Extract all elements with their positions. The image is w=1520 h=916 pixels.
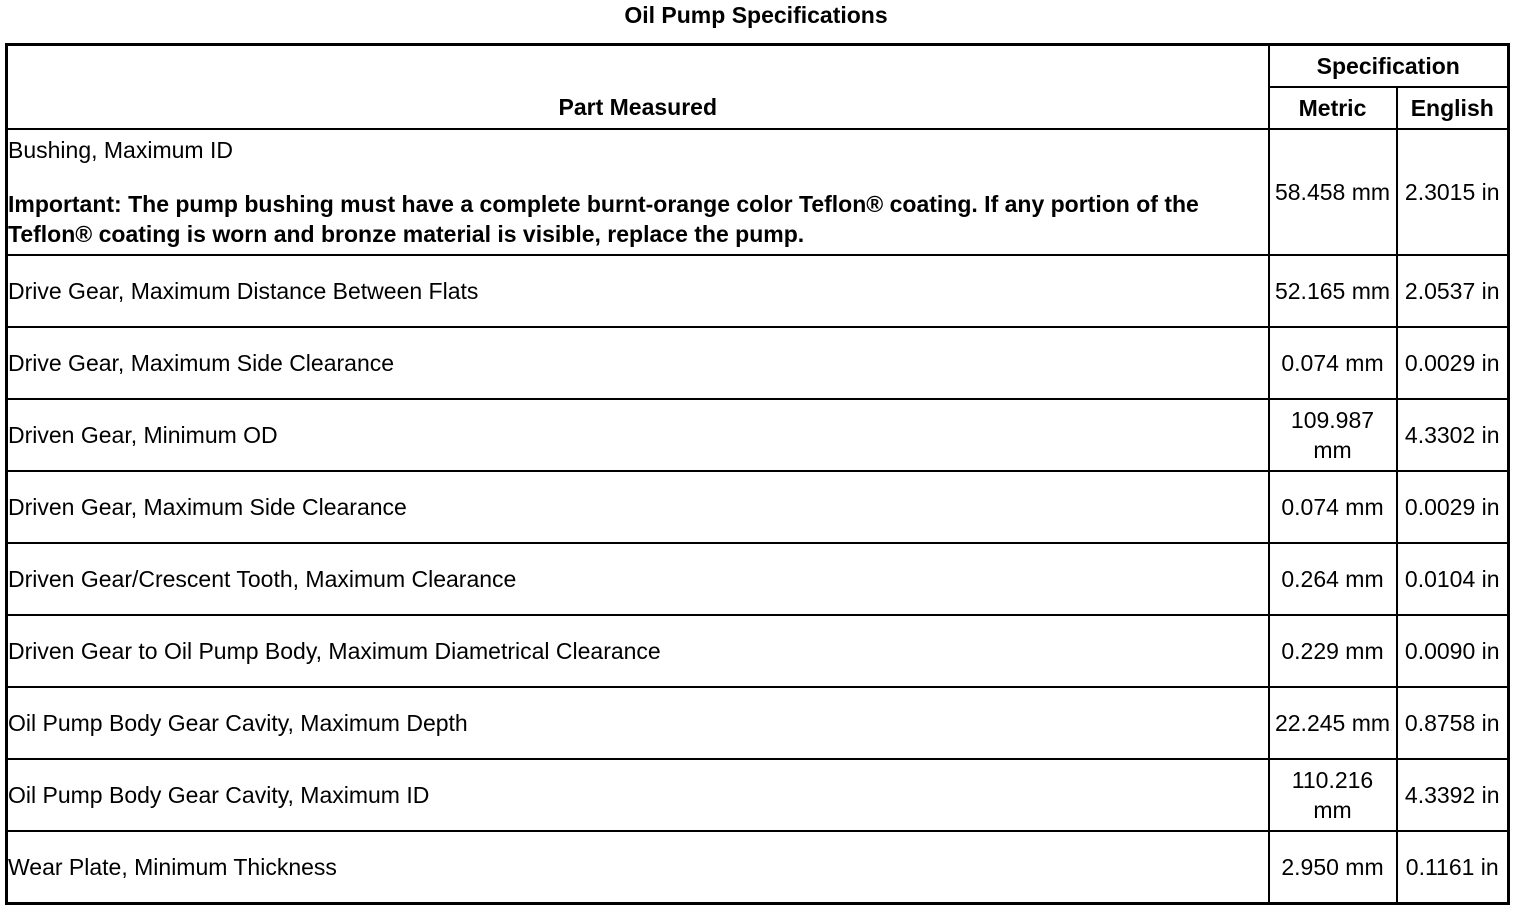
metric-cell bbox=[1269, 687, 1397, 759]
part-label: Driven Gear, Maximum Side Clearance bbox=[8, 494, 407, 520]
metric-value: 52.165 mm bbox=[1274, 278, 1391, 304]
part-cell bbox=[7, 255, 1269, 327]
table-row bbox=[7, 129, 1509, 255]
part-cell bbox=[7, 327, 1269, 399]
english-value: 4.3302 in bbox=[1404, 422, 1500, 448]
header-metric bbox=[1269, 87, 1397, 129]
english-value: 0.8758 in bbox=[1404, 710, 1500, 736]
metric-cell bbox=[1269, 831, 1397, 903]
english-cell bbox=[1397, 759, 1509, 831]
metric-cell bbox=[1269, 759, 1397, 831]
part-cell bbox=[7, 831, 1269, 903]
metric-cell bbox=[1269, 129, 1397, 255]
part-label: Drive Gear, Maximum Side Clearance bbox=[8, 350, 395, 376]
metric-value: 2.950 mm bbox=[1281, 853, 1384, 880]
english-value: 0.0029 in bbox=[1404, 494, 1500, 520]
page-title: Oil Pump Specifications bbox=[624, 2, 888, 28]
part-cell bbox=[7, 129, 1269, 255]
table-row bbox=[7, 255, 1509, 327]
metric-value: 109.987 mm bbox=[1290, 407, 1375, 463]
metric-value: 22.245 mm bbox=[1274, 710, 1391, 736]
english-value: 0.0029 in bbox=[1404, 350, 1500, 376]
metric-value: 0.229 mm bbox=[1281, 638, 1384, 664]
table-row bbox=[7, 759, 1509, 831]
table-row bbox=[7, 471, 1509, 543]
part-cell bbox=[7, 615, 1269, 687]
part-label: Oil Pump Body Gear Cavity, Maximum ID bbox=[8, 782, 430, 808]
english-value: 0.0104 in bbox=[1404, 566, 1500, 592]
part-label: Drive Gear, Maximum Distance Between Flats bbox=[8, 278, 479, 304]
part-cell bbox=[7, 399, 1269, 471]
part-label: Driven Gear, Minimum OD bbox=[8, 422, 278, 448]
metric-cell bbox=[1269, 327, 1397, 399]
english-value: 0.1161 in bbox=[1405, 853, 1499, 880]
part-label: Oil Pump Body Gear Cavity, Maximum Depth bbox=[8, 710, 468, 736]
english-value: 4.3392 in bbox=[1404, 782, 1500, 808]
metric-value: 0.264 mm bbox=[1281, 566, 1384, 592]
part-cell bbox=[7, 471, 1269, 543]
table-row bbox=[7, 831, 1509, 903]
header-part-measured-label: Part Measured bbox=[558, 94, 717, 120]
metric-value: 0.074 mm bbox=[1281, 494, 1384, 520]
metric-cell bbox=[1269, 399, 1397, 471]
part-cell bbox=[7, 759, 1269, 831]
english-cell bbox=[1397, 831, 1509, 903]
english-cell bbox=[1397, 255, 1509, 327]
part-label: Wear Plate, Minimum Thickness bbox=[8, 853, 337, 880]
english-cell bbox=[1397, 471, 1509, 543]
english-cell bbox=[1397, 687, 1509, 759]
table-row bbox=[7, 327, 1509, 399]
important-note: Important: The pump bushing must have a complete burnt-orange color Teflon® coating. If any portion of the Teflon® coating is worn and bronze material is visible, replace the pump. bbox=[8, 191, 1199, 247]
table-row bbox=[7, 615, 1509, 687]
header-english-label: English bbox=[1410, 95, 1494, 121]
header-english bbox=[1397, 87, 1509, 129]
metric-value: 0.074 mm bbox=[1281, 350, 1384, 376]
metric-cell bbox=[1269, 255, 1397, 327]
metric-cell bbox=[1269, 543, 1397, 615]
part-cell bbox=[7, 543, 1269, 615]
header-metric-label: Metric bbox=[1298, 95, 1367, 121]
metric-value: 58.458 mm bbox=[1274, 179, 1391, 205]
table-row bbox=[7, 687, 1509, 759]
header-specification-label: Specification bbox=[1316, 53, 1460, 79]
english-cell bbox=[1397, 543, 1509, 615]
table-row bbox=[7, 543, 1509, 615]
part-label: Driven Gear/Crescent Tooth, Maximum Clearance bbox=[8, 566, 517, 592]
english-cell bbox=[1397, 399, 1509, 471]
english-value: 2.0537 in bbox=[1404, 278, 1500, 304]
metric-value: 110.216 mm bbox=[1291, 767, 1374, 823]
english-cell bbox=[1397, 615, 1509, 687]
table-row bbox=[7, 399, 1509, 471]
english-value: 0.0090 in bbox=[1404, 638, 1500, 664]
header-specification bbox=[1269, 45, 1509, 88]
part-cell bbox=[7, 687, 1269, 759]
spec-table bbox=[5, 43, 1510, 905]
metric-cell bbox=[1269, 615, 1397, 687]
header-part-measured bbox=[7, 45, 1269, 130]
part-label: Bushing, Maximum ID bbox=[8, 137, 233, 163]
english-cell bbox=[1397, 129, 1509, 255]
part-label: Driven Gear to Oil Pump Body, Maximum Diametrical Clearance bbox=[8, 638, 661, 664]
english-cell bbox=[1397, 327, 1509, 399]
english-value: 2.3015 in bbox=[1404, 179, 1500, 205]
metric-cell bbox=[1269, 471, 1397, 543]
